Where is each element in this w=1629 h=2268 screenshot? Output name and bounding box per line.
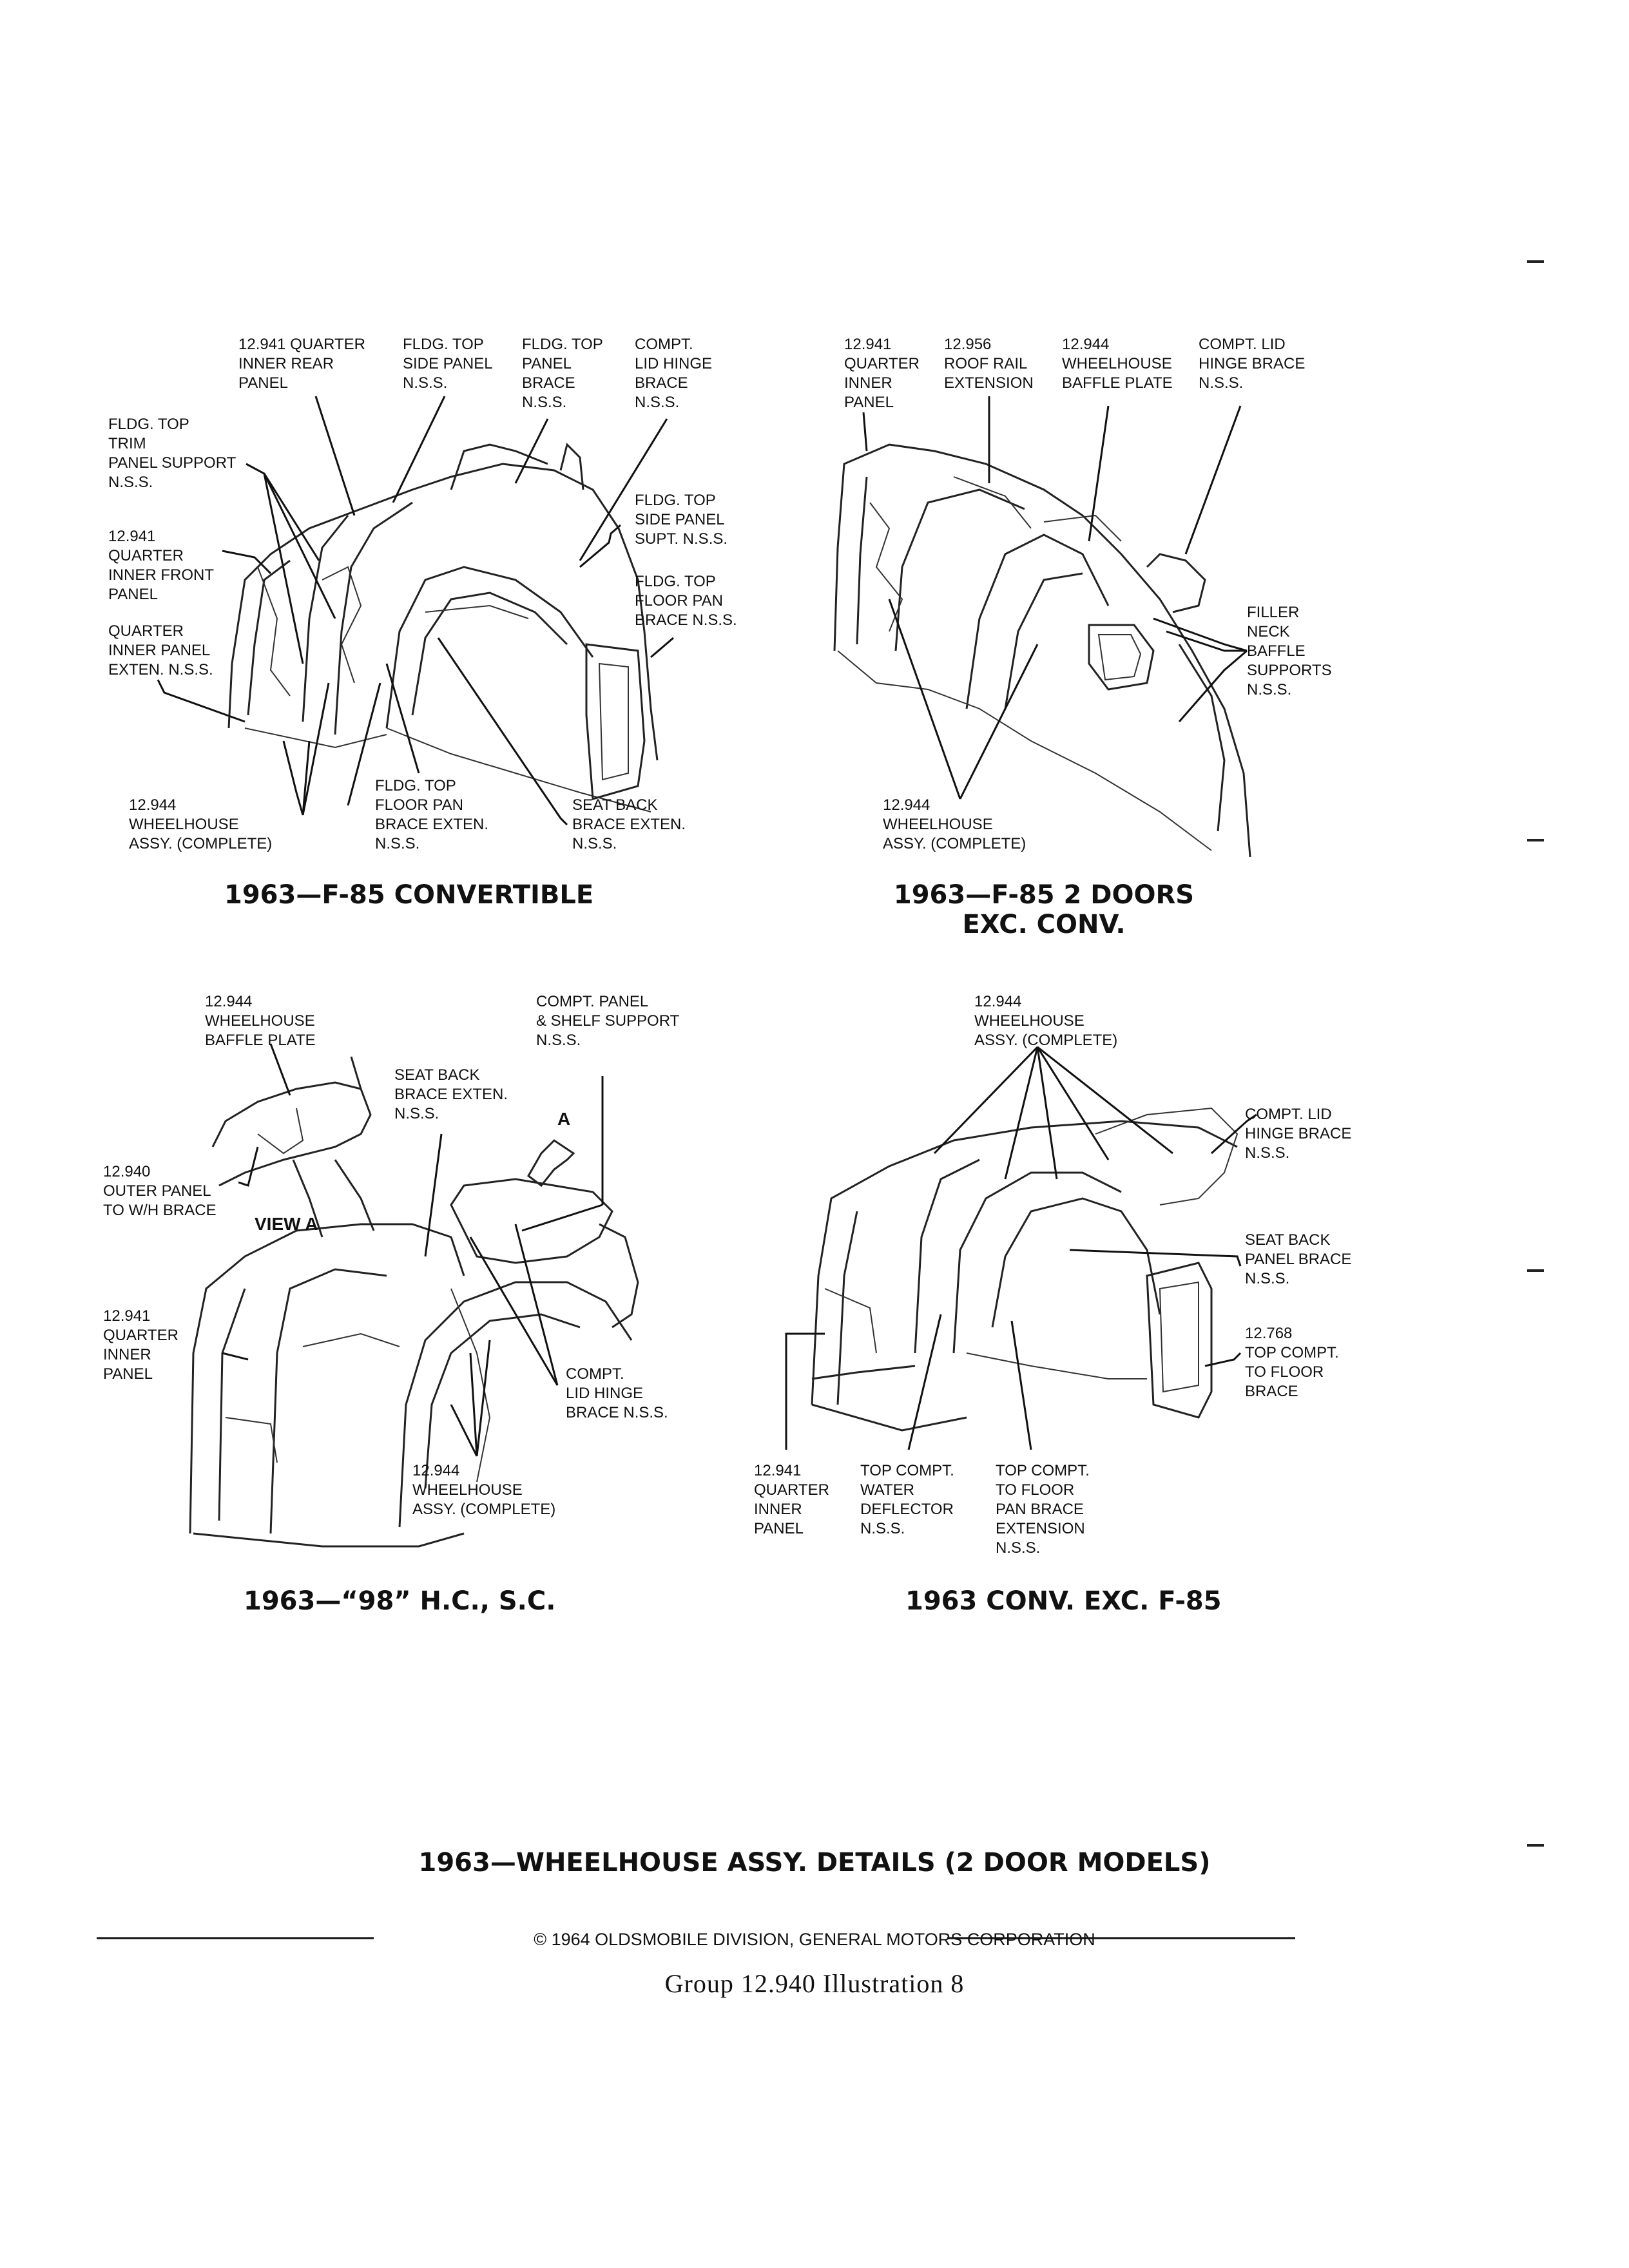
margin-mark <box>1527 839 1544 841</box>
p4-label-quarter-inner-panel: 12.941 QUARTER INNER PANEL <box>754 1462 829 1537</box>
p4-label-lid-hinge-brace: COMPT. LID HINGE BRACE N.S.S. <box>1245 1106 1352 1162</box>
p3-label-baffle-plate: 12.944 WHEELHOUSE BAFFLE PLATE <box>205 993 316 1049</box>
f85-convertible-drawing <box>229 445 657 812</box>
margin-mark <box>1527 260 1544 263</box>
f85-2door-leaders <box>863 396 1247 799</box>
p1-label-lid-hinge-brace: COMPT. LID HINGE BRACE N.S.S. <box>635 336 713 411</box>
p3-label-seat-back-brace-exten: SEAT BACK BRACE EXTEN. N.S.S. <box>394 1066 508 1122</box>
p2-label-baffle-plate: 12.944 WHEELHOUSE BAFFLE PLATE <box>1062 336 1173 392</box>
copyright-footer: © 1964 OLDSMOBILE DIVISION, GENERAL MOTORS CORPORATION <box>534 1930 1095 1949</box>
p3-caption: 1963—“98” H.C., S.C. <box>244 1586 556 1616</box>
p1-label-wheelhouse-assy: 12.944 WHEELHOUSE ASSY. (COMPLETE) <box>129 796 273 852</box>
p3-label-wheelhouse-assy: 12.944 WHEELHOUSE ASSY. (COMPLETE) <box>412 1462 556 1518</box>
f85-2door-drawing <box>834 445 1250 857</box>
p1-label-side-panel: FLDG. TOP SIDE PANEL N.S.S. <box>403 336 493 392</box>
conv-exc-f85-drawing <box>812 1108 1237 1430</box>
p1-label-quarter-inner-rear: 12.941 QUARTER INNER REAR PANEL <box>238 336 365 392</box>
p3-label-lid-hinge-brace: COMPT. LID HINGE BRACE N.S.S. <box>566 1365 668 1421</box>
p2-caption: 1963—F-85 2 DOORS EXC. CONV. <box>893 880 1195 939</box>
p1-label-quarter-inner-front: 12.941 QUARTER INNER FRONT PANEL <box>108 528 214 603</box>
p2-label-quarter-inner-panel: 12.941 QUARTER INNER PANEL <box>844 336 920 411</box>
p3-label-outer-panel-brace: 12.940 OUTER PANEL TO W/H BRACE <box>103 1163 217 1219</box>
p1-label-side-panel-supt: FLDG. TOP SIDE PANEL SUPT. N.S.S. <box>635 492 728 548</box>
p2-label-wheelhouse-assy: 12.944 WHEELHOUSE ASSY. (COMPLETE) <box>883 796 1027 852</box>
p1-label-floor-pan-brace: FLDG. TOP FLOOR PAN BRACE N.S.S. <box>635 573 737 629</box>
p2-label-lid-hinge-brace: COMPT. LID HINGE BRACE N.S.S. <box>1199 336 1306 392</box>
p2-label-roof-rail-extension: 12.956 ROOF RAIL EXTENSION <box>944 336 1034 392</box>
margin-mark <box>1527 1269 1544 1272</box>
p1-label-floor-pan-brace-exten: FLDG. TOP FLOOR PAN BRACE EXTEN. N.S.S. <box>375 777 489 852</box>
margin-mark <box>1527 1844 1544 1847</box>
p4-label-top-compt-floor-brace: 12.768 TOP COMPT. TO FLOOR BRACE <box>1245 1325 1339 1400</box>
p4-label-seat-back-panel-brace: SEAT BACK PANEL BRACE N.S.S. <box>1245 1231 1352 1287</box>
p1-label-seat-back-brace-exten: SEAT BACK BRACE EXTEN. N.S.S. <box>572 796 686 852</box>
p1-label-trim-panel-support: FLDG. TOP TRIM PANEL SUPPORT N.S.S. <box>108 416 236 491</box>
p3-label-view-a: VIEW A <box>255 1214 318 1234</box>
group-illustration-number: Group 12.940 Illustration 8 <box>664 1969 965 1998</box>
p4-caption: 1963 CONV. EXC. F-85 <box>905 1586 1222 1616</box>
p1-label-inner-panel-exten: QUARTER INNER PANEL EXTEN. N.S.S. <box>108 622 213 678</box>
p1-label-panel-brace: FLDG. TOP PANEL BRACE N.S.S. <box>522 336 603 411</box>
p1-caption: 1963—F-85 CONVERTIBLE <box>224 880 594 910</box>
page-title: 1963—WHEELHOUSE ASSY. DETAILS (2 DOOR MODELS) <box>418 1848 1211 1878</box>
p4-label-floor-pan-brace-extension: TOP COMPT. TO FLOOR PAN BRACE EXTENSION N.S.S. <box>996 1462 1090 1557</box>
p3-label-panel-shelf-support: COMPT. PANEL & SHELF SUPPORT N.S.S. <box>536 993 680 1049</box>
p4-label-water-deflector: TOP COMPT. WATER DEFLECTOR N.S.S. <box>860 1462 954 1537</box>
conv-exc-f85-leaders <box>786 1047 1257 1450</box>
p2-label-filler-neck-supports: FILLER NECK BAFFLE SUPPORTS N.S.S. <box>1247 604 1332 698</box>
p3-label-quarter-inner-panel: 12.941 QUARTER INNER PANEL <box>103 1307 178 1383</box>
p3-label-arrow-a: A <box>557 1109 571 1129</box>
p4-label-wheelhouse-assy: 12.944 WHEELHOUSE ASSY. (COMPLETE) <box>974 993 1118 1049</box>
